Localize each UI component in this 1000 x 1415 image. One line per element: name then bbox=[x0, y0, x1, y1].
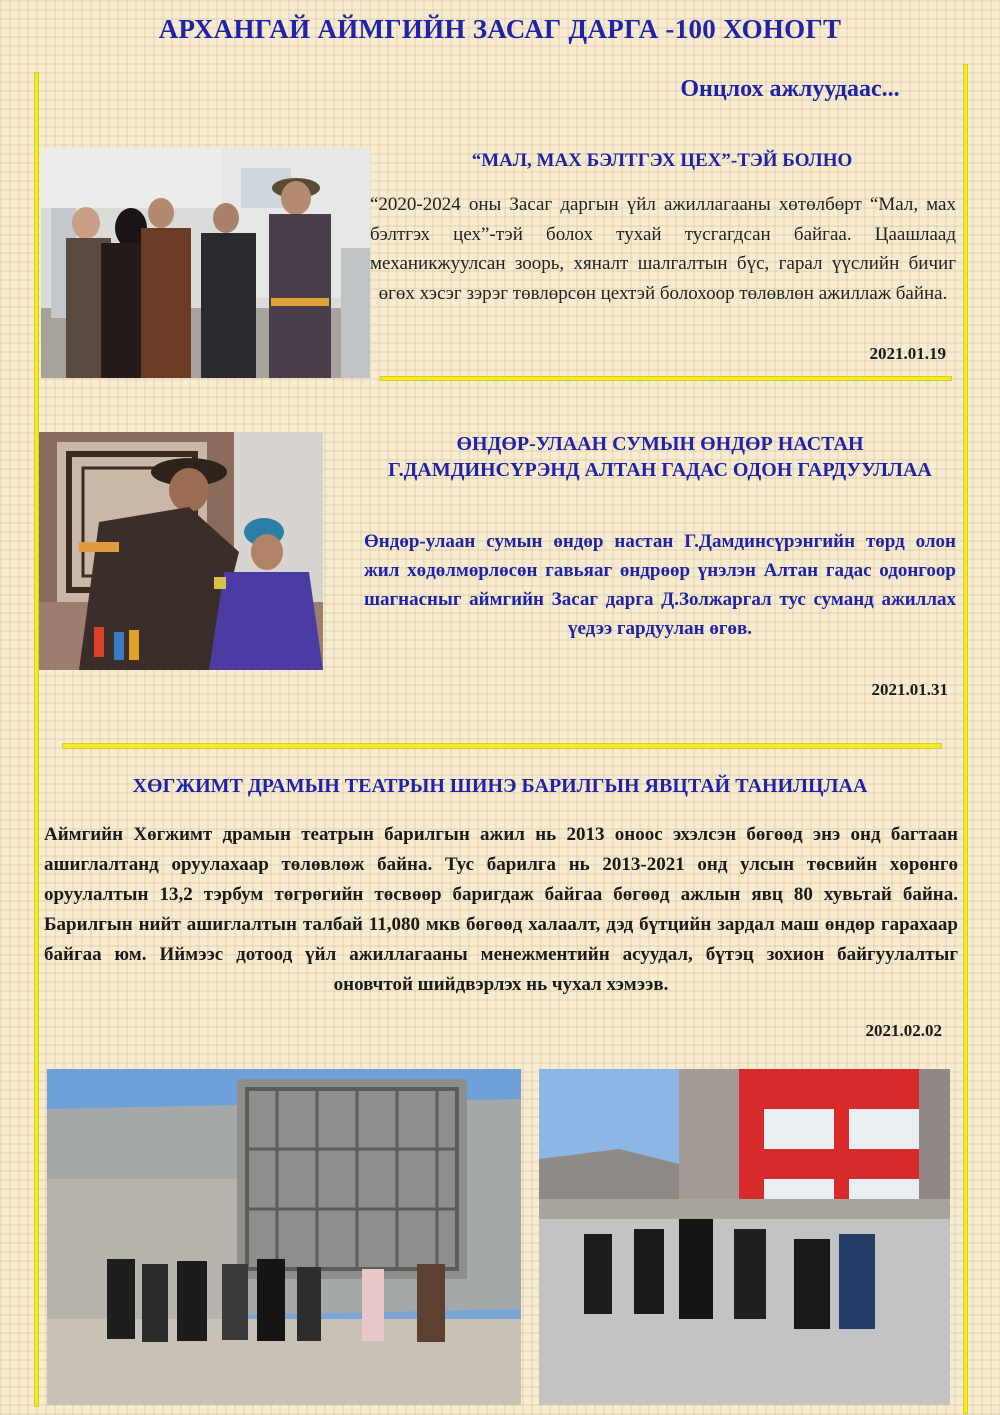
article-body: Өндөр-улаан сумын өндөр настан Г.Дамдинсүрэнгийн төрд олон жил хөдөлмөрлөсөн гавьяаг өндрөөр үнэлэн Алтан гадас одонгоор шагнасныг аймгийн Засаг дарга Д.Золжаргал тус суманд ажиллах үедээ гардуулан өгөв. bbox=[364, 531, 956, 639]
article-date: 2021.02.02 bbox=[865, 1021, 942, 1040]
article-body: Аймгийн Хөгжимт драмын театрын барилгын ажил нь 2013 оноос эхэлсэн бөгөөд энэ онд багтаан ашиглалтанд оруулахаар төлөвлөж байна. Тус барилга нь 2013-2021 онд улсын төсвийн хөрөнгө оруулалтын 13,2 тэрбум төгрөгийн төсвөөр баригдаж байгаа бөгөөд ажлын явц 80 хувьтай байна. Барилгын нийт ашиглалтын талбай 11,080 мкв бөгөөд халаалт, дэд бүтцийн зардал маш өндөр гарахаар байгаа юм. Иймээс дотоод үйл ажиллагааны менежментийн асуудал, бүтэц зохион байгуулалтыг оновчтой шийдвэрлэх нь чухал хэмээв. bbox=[44, 824, 958, 995]
article-photo-medal-ceremony bbox=[39, 432, 323, 670]
article-date: 2021.01.19 bbox=[869, 344, 946, 363]
frame-line-left bbox=[34, 72, 39, 1407]
article-heading: ХӨГЖИМТ ДРАМЫН ТЕАТРЫН ШИНЭ БАРИЛГЫН ЯВЦТАЙ ТАНИЛЦЛАА bbox=[132, 775, 868, 797]
article-heading: “МАЛ, МАХ БЭЛТГЭХ ЦЕХ”-ТЭЙ БОЛНО bbox=[471, 150, 853, 171]
article-photo-building-walkthrough bbox=[539, 1069, 950, 1405]
frame-line-right bbox=[963, 64, 968, 1414]
page-subtitle: Онцлох ажлуудаас... bbox=[680, 76, 900, 102]
article-body: “2020-2024 оны Засаг даргын үйл ажиллагааны хөтөлбөрт “Мал, мах бэлтгэх цех”-тэй болох тухай тусгагдсан байгаа. Цаашлаад механикжуулсан зоорь, хяналт шалгалтын бүс, гарал үүслийн бичиг өгөх хэсэг зэрэг төвлөрсөн цехтэй болохоор төлөвлөн ажиллаж байна. bbox=[370, 194, 956, 304]
article-heading: ӨНДӨР-УЛААН СУМЫН ӨНДӨР НАСТАН Г.ДАМДИНСҮРЭНД АЛТАН ГАДАС ОДОН ГАРДУУЛЛАА bbox=[388, 433, 932, 481]
article-date: 2021.01.31 bbox=[871, 680, 948, 699]
article-photo-theater-construction bbox=[47, 1069, 521, 1405]
section-divider bbox=[380, 376, 952, 381]
section-divider bbox=[62, 743, 942, 749]
article-photo-workshop-visit bbox=[41, 148, 370, 378]
page-title: АРХАНГАЙ АЙМГИЙН ЗАСАГ ДАРГА -100 ХОНОГТ bbox=[158, 14, 842, 44]
